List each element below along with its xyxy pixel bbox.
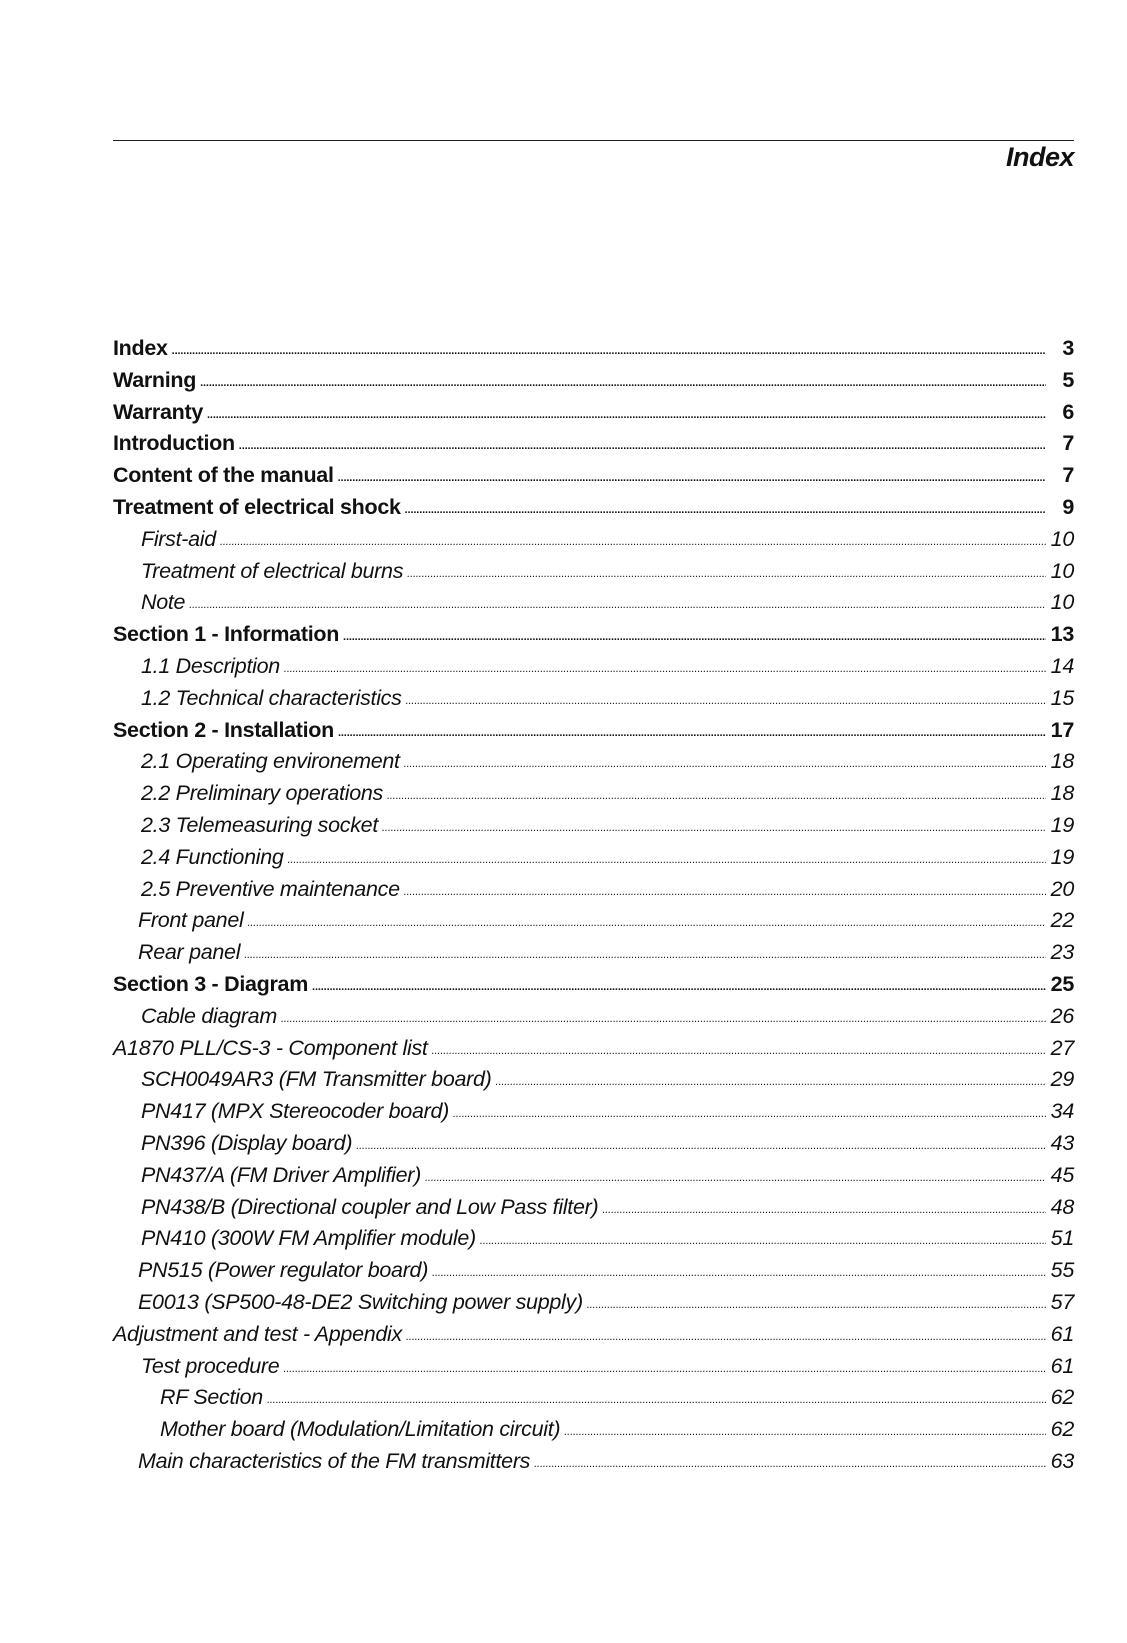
toc-entry-label: Content of the manual (113, 463, 334, 488)
toc-entry-label: Adjustment and test - Appendix (113, 1321, 402, 1346)
toc-entry[interactable] (113, 431, 1074, 463)
toc-entry-label: Warning (113, 367, 197, 392)
toc-entry-label: Note (141, 590, 186, 615)
toc-entry-label: PN410 (300W FM Amplifier module) (141, 1226, 476, 1251)
dot-leader (267, 1384, 1046, 1409)
toc-entry-label: Section 2 - Installation (113, 717, 334, 742)
table-of-contents (113, 336, 1074, 1481)
toc-entry-page: 57 (1050, 1289, 1074, 1314)
toc-entry-label: Treatment of electrical burns (141, 558, 404, 583)
toc-entry[interactable] (113, 1322, 1074, 1354)
dot-leader (404, 876, 1046, 901)
dot-leader (172, 335, 1046, 360)
toc-entry-page: 10 (1050, 558, 1074, 583)
dot-leader (404, 748, 1046, 773)
toc-entry-label: Front panel (138, 908, 244, 933)
toc-entry[interactable] (113, 1131, 1074, 1163)
toc-entry-label: PN417 (MPX Stereocoder board) (141, 1099, 449, 1124)
toc-entry-label: 2.3 Telemeasuring socket (141, 812, 379, 837)
dot-leader (200, 367, 1046, 392)
toc-entry-page: 22 (1050, 908, 1074, 933)
toc-entry[interactable] (113, 1417, 1074, 1449)
toc-entry[interactable] (113, 749, 1074, 781)
toc-entry[interactable] (113, 1004, 1074, 1036)
dot-leader (338, 717, 1046, 742)
dot-leader (343, 621, 1046, 646)
toc-entry[interactable] (113, 1385, 1074, 1417)
dot-leader (247, 907, 1046, 932)
toc-entry[interactable] (113, 1354, 1074, 1386)
dot-leader (239, 430, 1046, 455)
toc-entry-label: Section 3 - Diagram (113, 971, 309, 996)
toc-entry-label: Introduction (113, 431, 235, 456)
toc-entry[interactable] (113, 463, 1074, 495)
toc-entry-page: 43 (1050, 1130, 1074, 1155)
toc-entry-label: Test procedure (141, 1353, 280, 1378)
toc-entry[interactable] (113, 1163, 1074, 1195)
toc-entry-label: Warranty (113, 399, 203, 424)
toc-entry[interactable] (113, 845, 1074, 877)
toc-entry[interactable] (113, 495, 1074, 527)
toc-entry[interactable] (113, 590, 1074, 622)
dot-leader (356, 1130, 1046, 1155)
toc-entry[interactable] (113, 622, 1074, 654)
toc-entry-label: 2.1 Operating environement (141, 749, 400, 774)
toc-entry-page: 61 (1050, 1353, 1074, 1378)
toc-entry-page: 15 (1050, 685, 1074, 710)
toc-entry-page: 19 (1050, 844, 1074, 869)
toc-entry[interactable] (113, 336, 1074, 368)
toc-entry[interactable] (113, 527, 1074, 559)
toc-entry-page: 3 (1062, 336, 1074, 360)
toc-entry[interactable] (113, 654, 1074, 686)
dot-leader (406, 685, 1046, 710)
toc-entry-page: 5 (1062, 367, 1074, 392)
toc-entry-label: Index (113, 336, 168, 360)
toc-entry[interactable] (113, 1226, 1074, 1258)
toc-entry-label: 1.2 Technical characteristics (141, 685, 402, 710)
dot-leader (453, 1098, 1046, 1123)
toc-entry[interactable] (113, 368, 1074, 400)
toc-entry-page: 48 (1050, 1194, 1074, 1219)
toc-entry-page: 55 (1050, 1258, 1074, 1283)
toc-entry-page: 7 (1062, 431, 1074, 456)
toc-entry-label: A1870 PLL/CS-3 - Component list (113, 1035, 428, 1060)
toc-entry-page: 61 (1050, 1321, 1074, 1346)
toc-entry-page: 62 (1050, 1417, 1074, 1442)
toc-entry-page: 26 (1050, 1003, 1074, 1028)
dot-leader (425, 1162, 1046, 1187)
dot-leader (207, 399, 1046, 424)
dot-leader (312, 971, 1046, 996)
toc-entry[interactable] (113, 877, 1074, 909)
dot-leader (283, 1353, 1046, 1378)
toc-entry-page: 27 (1050, 1035, 1074, 1060)
toc-entry[interactable] (113, 1449, 1074, 1481)
toc-entry-label: E0013 (SP500-48-DE2 Switching power supply) (138, 1289, 583, 1314)
toc-entry-page: 20 (1050, 876, 1074, 901)
toc-entry-label: Main characteristics of the FM transmitters (138, 1448, 531, 1473)
dot-leader (244, 939, 1046, 964)
toc-entry-page: 29 (1050, 1067, 1074, 1092)
toc-entry-label: 2.2 Preliminary operations (141, 781, 383, 806)
toc-entry-label: 2.5 Preventive maintenance (141, 876, 400, 901)
toc-entry-label: 2.4 Functioning (141, 844, 284, 869)
toc-entry[interactable] (113, 1258, 1074, 1290)
dot-leader (406, 1321, 1046, 1346)
dot-leader (480, 1225, 1046, 1250)
toc-entry[interactable] (113, 1036, 1074, 1068)
toc-entry-label: PN515 (Power regulator board) (138, 1258, 429, 1283)
toc-entry-label: Section 1 - Information (113, 622, 340, 647)
toc-entry-page: 14 (1050, 653, 1074, 678)
toc-entry-page: 25 (1050, 971, 1074, 996)
toc-entry-page: 18 (1050, 749, 1074, 774)
toc-entry-page: 10 (1050, 590, 1074, 615)
toc-entry-page: 23 (1050, 940, 1074, 965)
toc-entry-page: 9 (1062, 494, 1074, 519)
toc-entry[interactable] (113, 908, 1074, 940)
dot-leader (288, 844, 1046, 869)
toc-entry-label: SCH0049AR3 (FM Transmitter board) (141, 1067, 492, 1092)
toc-entry[interactable] (113, 781, 1074, 813)
toc-entry-page: 18 (1050, 781, 1074, 806)
toc-entry-label: Mother board (Modulation/Limitation circuit) (160, 1417, 561, 1442)
toc-entry-page: 7 (1062, 463, 1074, 488)
toc-entry-label: 1.1 Description (141, 653, 280, 678)
dot-leader (382, 812, 1046, 837)
toc-entry[interactable] (113, 1067, 1074, 1099)
dot-leader (407, 558, 1046, 583)
dot-leader (189, 589, 1046, 614)
toc-entry-label: Rear panel (138, 940, 241, 965)
toc-entry-label: RF Section (160, 1385, 263, 1410)
toc-entry[interactable] (113, 813, 1074, 845)
dot-leader (405, 494, 1046, 519)
dot-leader (338, 462, 1046, 487)
dot-leader (496, 1066, 1046, 1091)
dot-leader (432, 1257, 1046, 1282)
toc-entry[interactable] (113, 940, 1074, 972)
header-rule (113, 140, 1074, 141)
toc-entry[interactable] (113, 559, 1074, 591)
toc-entry-page: 51 (1050, 1226, 1074, 1251)
toc-entry-page: 19 (1050, 812, 1074, 837)
toc-entry-label: PN396 (Display board) (141, 1130, 353, 1155)
toc-entry-page: 62 (1050, 1385, 1074, 1410)
toc-entry[interactable] (113, 400, 1074, 432)
toc-entry[interactable] (113, 718, 1074, 750)
toc-entry-page: 6 (1062, 399, 1074, 424)
toc-entry[interactable] (113, 972, 1074, 1004)
dot-leader (602, 1194, 1046, 1219)
toc-entry-label: Cable diagram (141, 1003, 277, 1028)
toc-entry-page: 13 (1050, 622, 1074, 647)
toc-entry-label: PN438/B (Directional coupler and Low Pass filter) (141, 1194, 599, 1219)
toc-entry-label: PN437/A (FM Driver Amplifier) (141, 1162, 421, 1187)
toc-entry-page: 17 (1050, 717, 1074, 742)
dot-leader (284, 653, 1046, 678)
toc-entry-label: First-aid (141, 526, 216, 551)
dot-leader (534, 1448, 1046, 1473)
dot-leader (432, 1035, 1046, 1060)
dot-leader (281, 1003, 1046, 1028)
toc-entry-label: Treatment of electrical shock (113, 494, 401, 519)
toc-entry-page: 10 (1050, 526, 1074, 551)
toc-entry-page: 63 (1050, 1448, 1074, 1473)
toc-entry[interactable] (113, 1099, 1074, 1131)
toc-entry-page: 34 (1050, 1099, 1074, 1124)
dot-leader (587, 1289, 1046, 1314)
dot-leader (387, 780, 1046, 805)
toc-entry[interactable] (113, 686, 1074, 718)
dot-leader (564, 1416, 1046, 1441)
dot-leader (220, 526, 1046, 551)
toc-entry-page: 45 (1050, 1162, 1074, 1187)
toc-entry[interactable] (113, 1290, 1074, 1322)
toc-entry[interactable] (113, 1195, 1074, 1227)
page-title: Index (1005, 142, 1074, 172)
